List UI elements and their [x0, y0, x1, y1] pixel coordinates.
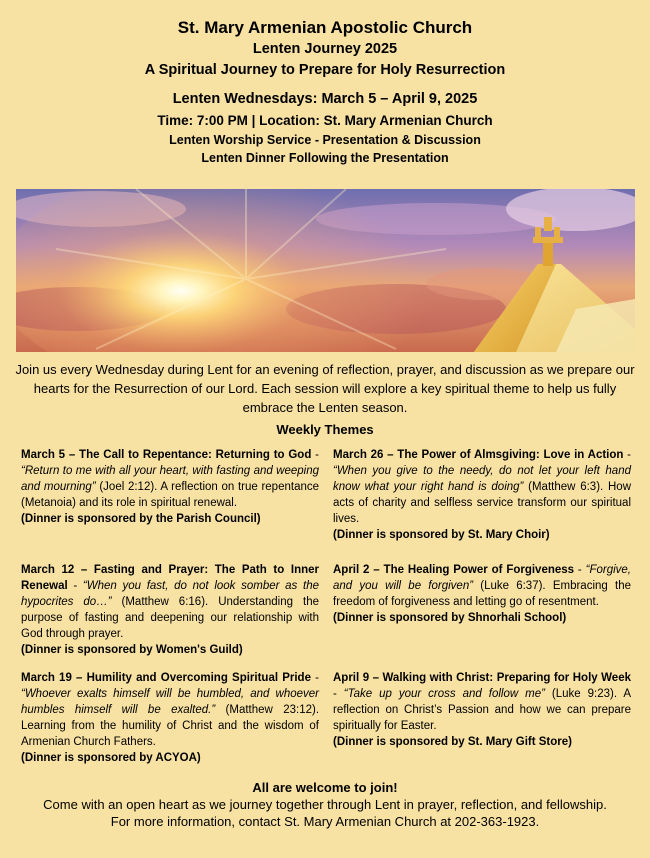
theme-body: (Luke 6:37). Embracing the freedom of forgiveness and letting go of resentment.: [333, 580, 631, 608]
church-name: St. Mary Armenian Apostolic Church: [177, 18, 473, 37]
intro-paragraph: Join us every Wednesday during Lent for an evening of reflection, prayer, and discussion as we prepare our hearts for the Resurrection of our Lord. Each session will explore a key spiritual theme to help us fully embrace the Lenten season.: [15, 362, 635, 415]
theme-title: April 9 – Walking with Christ: Preparing for Holy Week: [333, 672, 631, 684]
theme-march-5: [21, 447, 319, 527]
theme-march-12: [21, 562, 319, 658]
theme-april-2: [333, 562, 631, 626]
theme-quote: “Return to me with all your heart, with fasting and weeping and mourning”: [21, 465, 319, 493]
dinner-note: Lenten Dinner Following the Presentation: [201, 151, 449, 165]
theme-separator: -: [310, 672, 319, 684]
theme-body: (Luke 9:23). A reflection on Christ’s Passion and how we can prepare spiritually for Easter.: [333, 688, 632, 732]
theme-quote: “Forgive, and you will be forgiven”: [333, 564, 631, 592]
theme-quote: “Take up your cross and follow me”: [343, 688, 545, 700]
program-dates: Lenten Wednesdays: March 5 – April 9, 2025: [172, 91, 478, 107]
theme-sponsor: (Dinner is sponsored by St. Mary Choir): [333, 529, 550, 541]
theme-sponsor: (Dinner is sponsored by the Parish Council): [21, 513, 261, 525]
banner-image: [16, 189, 635, 352]
theme-separator: -: [333, 688, 344, 700]
theme-body: (Matthew 6:16). Understanding the purpose of fasting and deepening our relationship with God through prayer.: [21, 596, 319, 640]
flyer-footer: [0, 779, 650, 830]
theme-march-26: [333, 447, 631, 543]
theme-separator: -: [311, 449, 319, 461]
welcome-line: All are welcome to join!: [252, 780, 398, 795]
theme-march-19: [21, 670, 319, 766]
theme-quote: “Whoever exalts himself will be humbled, and whoever humbles himself will be exalted.”: [21, 688, 319, 716]
theme-quote: “When you give to the needy, do not let your left hand know what your right hand is doing”: [333, 465, 631, 493]
weekly-themes-heading: Weekly Themes: [276, 422, 374, 437]
sunset-church-dome-cross-image: [16, 189, 635, 352]
theme-separator: -: [67, 580, 83, 592]
theme-sponsor: (Dinner is sponsored by St. Mary Gift Store): [333, 736, 572, 748]
theme-title: April 2 – The Healing Power of Forgiveness: [333, 564, 575, 576]
worship-service-note: Lenten Worship Service - Presentation & Discussion: [169, 133, 481, 147]
theme-sponsor: (Dinner is sponsored by Shnorhali School): [333, 612, 567, 624]
program-title: Lenten Journey 2025: [252, 41, 398, 57]
contact-info: For more information, contact St. Mary Armenian Church at 202-363-1923.: [110, 814, 540, 829]
theme-april-9: [333, 670, 631, 750]
theme-body: (Joel 2:12). A reflection on true repentance (Metanoia) and its role in spiritual renewal.: [21, 481, 320, 509]
theme-title: March 5 – The Call to Repentance: Returning to God: [21, 449, 312, 461]
theme-body: (Matthew 6:3). How acts of charity and selfless service transform our spiritual lives.: [333, 481, 631, 525]
theme-separator: -: [574, 564, 586, 576]
theme-separator: -: [623, 449, 632, 461]
flyer-header: [0, 17, 650, 167]
program-tagline: A Spiritual Journey to Prepare for Holy Resurrection: [144, 62, 506, 78]
theme-title: March 19 – Humility and Overcoming Spiritual Pride: [21, 672, 311, 684]
theme-title: March 26 – The Power of Almsgiving: Love in Action: [333, 449, 624, 461]
theme-title: March 12 – Fasting and Prayer: The Path to Inner Renewal: [21, 564, 319, 592]
theme-sponsor: (Dinner is sponsored by ACYOA): [21, 752, 201, 764]
theme-quote: “When you fast, do not look somber as the hypocrites do…”: [21, 580, 319, 608]
footer-invitation: Come with an open heart as we journey together through Lent in prayer, reflection, and fellowship.: [43, 797, 607, 812]
theme-sponsor: (Dinner is sponsored by Women's Guild): [21, 644, 243, 656]
theme-body: (Matthew 23:12). Learning from the humility of Christ and the wisdom of Armenian Church Fathers.: [21, 704, 320, 748]
time-location: Time: 7:00 PM | Location: St. Mary Armenian Church: [157, 113, 493, 128]
